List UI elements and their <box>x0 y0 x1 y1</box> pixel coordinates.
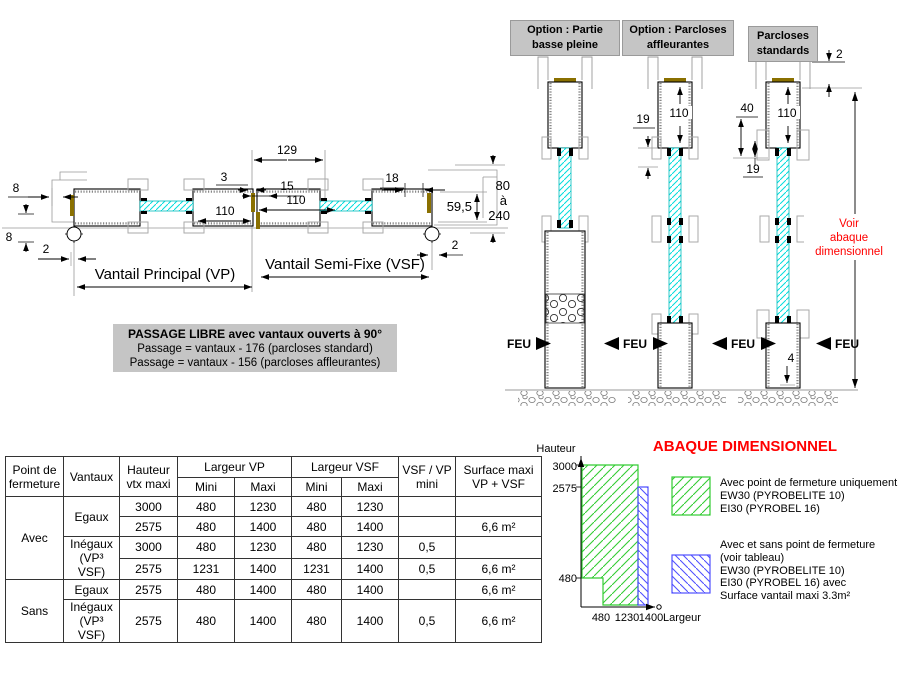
table-cell: 1400 <box>342 517 399 537</box>
x-axis-label: Largeur <box>663 612 701 624</box>
dim-4-bottom: 4 <box>787 351 795 365</box>
legend-line: Surface vantail maxi 3.3m² <box>720 590 851 603</box>
group-inegaux <box>64 600 120 643</box>
legend-line: Avec point de fermeture uniquement <box>720 477 898 489</box>
vp-label: Vantail Principal (VP) <box>94 266 236 283</box>
table-cell: 1400 <box>235 580 292 600</box>
xtick-1230: 1230 <box>614 612 640 624</box>
col-header-maxi-vsf: Maxi <box>342 478 399 497</box>
vsf-glass <box>320 201 372 211</box>
table-cell: 480 <box>292 580 342 600</box>
dim-19-col3: 19 <box>746 162 760 176</box>
feu-label: FEU <box>507 337 531 351</box>
dim-8-top: 8 <box>12 181 20 195</box>
table-cell: 480 <box>292 600 342 643</box>
table-cell: 6,6 m² <box>456 558 542 580</box>
feu-arrow-left-icon <box>604 337 619 350</box>
bottom-rail-col2 <box>658 323 692 388</box>
abaque-chart <box>536 443 710 624</box>
table-cell: 480 <box>178 580 235 600</box>
ytick-3000: 3000 <box>552 461 577 473</box>
table-cell <box>399 497 456 517</box>
table-cell: 1400 <box>235 517 292 537</box>
group-inegaux-line2: (VP³ VSF) <box>77 614 106 642</box>
long-dim-arrow-bottom-icon <box>852 379 858 388</box>
table-cell: 1230 <box>235 497 292 517</box>
dim-a: à <box>499 193 507 208</box>
table-cell: 480 <box>178 497 235 517</box>
section-header-option-partie-basse <box>510 20 620 56</box>
col-header-vsf-vp: VSF / VP mini <box>399 457 456 497</box>
y-axis-label: Hauteur <box>536 443 576 455</box>
passage-line: Passage = vantaux - 176 (parcloses standard) <box>137 343 373 355</box>
red-note-line3: dimensionnel <box>815 246 883 258</box>
header-line: Option : Partie <box>527 24 603 36</box>
table-cell: 480 <box>292 517 342 537</box>
table-cell <box>456 497 542 517</box>
group-inegaux-line2: (VP³ VSF) <box>77 551 106 579</box>
legend-line: EI30 (PYROBEL 16) <box>720 502 820 515</box>
vertical-sections-drawing <box>505 47 896 406</box>
dim-110-vsf: 110 <box>286 193 306 207</box>
dim-2-top: 2 <box>836 47 843 61</box>
seal-top-col2 <box>664 78 686 82</box>
dim-2-left: 2 <box>42 242 50 256</box>
table-cell: 480 <box>178 537 235 559</box>
dim-18: 18 <box>385 171 399 185</box>
dim-110-col3: 110 <box>777 106 797 120</box>
legend-blue-text <box>720 539 900 603</box>
header-line: affleurantes <box>646 39 710 51</box>
legend-green-swatch <box>672 477 710 515</box>
seal-top-col1 <box>554 78 576 82</box>
table-cell: 6,6 m² <box>456 517 542 537</box>
table-cell: 0,5 <box>399 600 456 643</box>
group-inegaux-line1: Inégaux <box>70 600 113 614</box>
legend-line: EI30 (PYROBEL 16) avec <box>720 577 847 590</box>
dim-15: 15 <box>280 179 294 193</box>
dim-110-col2: 110 <box>669 106 689 120</box>
table-cell: 0,5 <box>399 537 456 559</box>
table-row <box>6 600 542 643</box>
table-cell: 480 <box>292 497 342 517</box>
table-row <box>6 537 542 559</box>
group-avec: Avec <box>6 497 64 580</box>
col-header-point-fermeture: Point de fermeture <box>6 457 64 497</box>
table-cell: 0,5 <box>399 558 456 580</box>
section-header-option-parcloses-affleurantes <box>622 20 734 56</box>
legend-line: Avec et sans point de fermeture <box>720 539 876 551</box>
foam-band <box>546 294 584 323</box>
dim-129: 129 <box>276 143 298 157</box>
table-cell: 3000 <box>120 537 178 559</box>
dim-110-vp: 110 <box>215 204 235 218</box>
table-cell <box>456 537 542 559</box>
group-inegaux <box>64 537 120 580</box>
bottom-rail-col3 <box>766 323 800 388</box>
passage-libre-note <box>113 324 397 372</box>
vsf-label: Vantail Semi-Fixe (VSF) <box>265 256 425 273</box>
table-cell: 480 <box>292 537 342 559</box>
table-cell: 6,6 m² <box>456 580 542 600</box>
group-egaux: Egaux <box>64 497 120 537</box>
header-line: Option : Parcloses <box>629 24 727 36</box>
table-cell: 1400 <box>342 580 399 600</box>
table-header-row <box>6 457 542 478</box>
xtick-480: 480 <box>591 612 611 624</box>
feu-label: FEU <box>623 337 647 351</box>
passage-line: Passage = vantaux - 156 (parcloses affleurantes) <box>129 357 381 369</box>
long-dim-arrow-top-icon <box>852 92 858 101</box>
green-region <box>582 465 638 605</box>
section-col1 <box>542 78 588 388</box>
dim-2-right: 2 <box>451 238 459 252</box>
dimensions-table <box>5 456 542 643</box>
table-cell <box>399 580 456 600</box>
blue-region <box>638 487 648 605</box>
col-header-mini-vsf: Mini <box>292 478 342 497</box>
legend-blue-swatch <box>672 555 710 593</box>
table-cell: 1230 <box>342 537 399 559</box>
col-header-mini-vp: Mini <box>178 478 235 497</box>
vp-left-stile <box>74 189 140 226</box>
table-cell: 6,6 m² <box>456 600 542 643</box>
group-egaux: Egaux <box>64 580 120 600</box>
table-cell: 3000 <box>120 497 178 517</box>
group-inegaux-line1: Inégaux <box>70 537 113 551</box>
legend-line: (voir tableau) <box>720 551 785 564</box>
dim-240: 240 <box>488 208 510 223</box>
table-cell: 2575 <box>120 580 178 600</box>
plan-door-leaves <box>65 179 441 243</box>
group-sans: Sans <box>6 580 64 643</box>
ytick-2575: 2575 <box>552 483 577 495</box>
dim-3: 3 <box>220 170 228 184</box>
top-rail-col1 <box>548 82 582 148</box>
legend-line: EW30 (PYROBELITE 10) <box>720 489 845 502</box>
table-row <box>6 497 542 517</box>
feu-arrow-left-icon <box>712 337 727 350</box>
dim-8-bottom: 8 <box>5 230 13 244</box>
table-cell: 1231 <box>178 558 235 580</box>
vp-glass <box>140 201 193 211</box>
table-cell: 1400 <box>342 600 399 643</box>
col-header-vantaux: Vantaux <box>64 457 120 497</box>
col-header-surface: Surface maxi VP + VSF <box>456 457 542 497</box>
ground <box>505 390 858 406</box>
feu-label: FEU <box>731 337 755 351</box>
legend-line: EW30 (PYROBELITE 10) <box>720 564 845 577</box>
header-line: standards <box>756 45 810 57</box>
glass-col1 <box>559 148 571 228</box>
passage-title: PASSAGE LIBRE avec vantaux ouverts à 90° <box>127 327 382 341</box>
table-cell: 1230 <box>235 537 292 559</box>
table-cell <box>399 517 456 537</box>
plan-view-drawing <box>2 143 510 296</box>
dim-59-5: 59,5 <box>446 199 472 214</box>
table-cell: 480 <box>178 600 235 643</box>
col-header-largeur-vsf: Largeur VSF <box>292 457 399 478</box>
table-cell: 2575 <box>120 558 178 580</box>
dim-19-col2: 19 <box>636 112 650 126</box>
section-header-parcloses-standards <box>748 26 818 62</box>
header-line: Parcloses <box>757 30 809 42</box>
feu-arrow-left-icon <box>816 337 831 350</box>
table-cell: 1400 <box>235 600 292 643</box>
table-cell: 2575 <box>120 517 178 537</box>
table-cell: 2575 <box>120 600 178 643</box>
dim-40-col3: 40 <box>740 101 754 115</box>
table-cell: 1400 <box>342 558 399 580</box>
col-header-largeur-vp: Largeur VP <box>178 457 292 478</box>
header-line: basse pleine <box>531 39 599 51</box>
xtick-1400: 1400 <box>638 612 664 624</box>
table-cell: 1400 <box>235 558 292 580</box>
legend-green-text <box>720 477 900 515</box>
table-cell: 1231 <box>292 558 342 580</box>
table-row <box>6 580 542 600</box>
col-header-hauteur: Hauteur vtx maxi <box>120 457 178 497</box>
col-header-maxi-vp: Maxi <box>235 478 292 497</box>
ytick-480: 480 <box>558 573 577 585</box>
red-note-line2: abaque <box>829 232 869 244</box>
feu-label: FEU <box>835 337 859 351</box>
dim-80: 80 <box>495 178 510 193</box>
red-note-line1: Voir <box>839 218 859 230</box>
abaque-title: ABAQUE DIMENSIONNEL <box>652 438 838 455</box>
table-cell: 480 <box>178 517 235 537</box>
seal-top-col3 <box>772 78 794 82</box>
table-cell: 1230 <box>342 497 399 517</box>
